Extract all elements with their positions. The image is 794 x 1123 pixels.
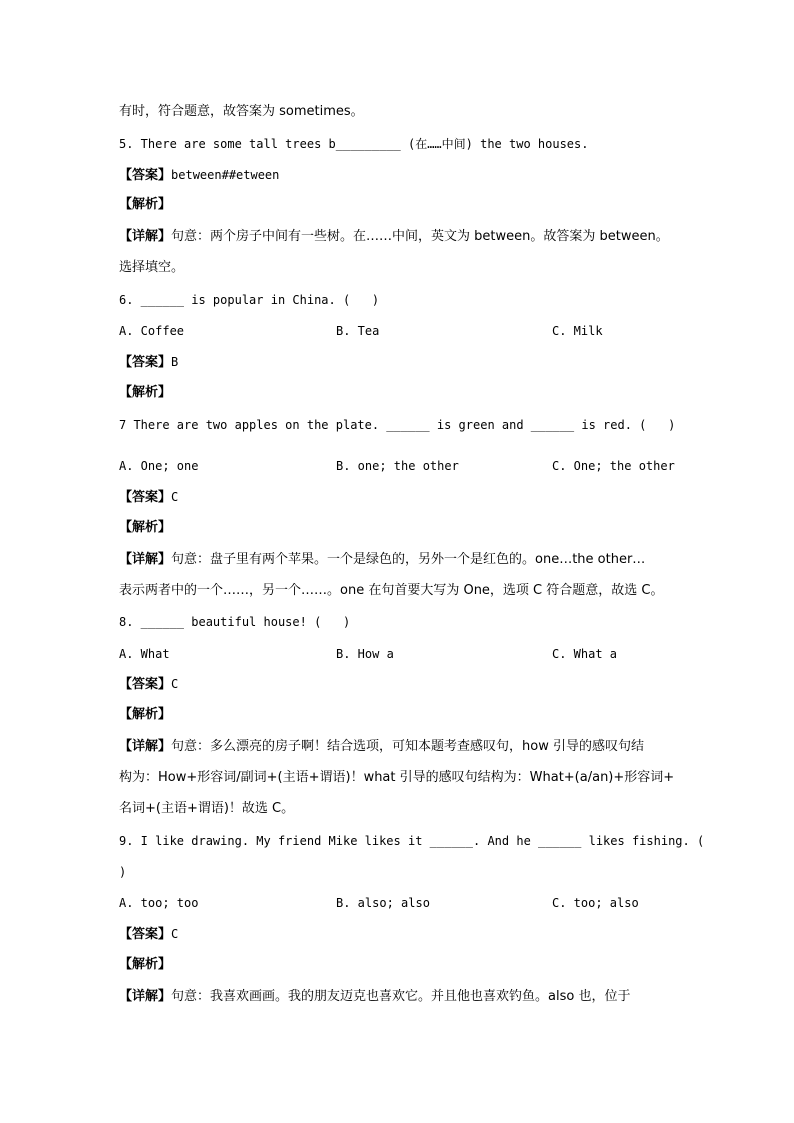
answer-tag: 【答案】 <box>119 490 172 505</box>
option-b: B. How a <box>336 647 394 661</box>
option-c: C. One; the other <box>552 459 675 473</box>
answer-value: C <box>171 927 179 941</box>
answer-value: B <box>171 355 179 369</box>
detail-tag: 【详解】 <box>119 739 172 754</box>
option-a: A. One; one <box>119 459 199 473</box>
analysis-heading: 【解析】 <box>119 957 172 972</box>
detail-5-line-2: 选择填空。 <box>119 260 185 275</box>
answer-value: between##etween <box>171 168 280 182</box>
option-a: A. Coffee <box>119 324 185 338</box>
analysis-heading: 【解析】 <box>119 707 172 722</box>
question-7: 7 There are two apples on the plate. ______ is green and ______ is red. ( ) <box>119 418 676 432</box>
detail-tag: 【详解】 <box>119 552 172 567</box>
question-9-continued: ) <box>119 865 127 879</box>
detail-text: 句意：我喜欢画画。我的朋友迈克也喜欢它。并且他也喜欢钓鱼。also 也，位于 <box>171 989 631 1004</box>
option-c: C. What a <box>552 647 618 661</box>
answer-6 <box>119 354 178 371</box>
option-b: B. one; the other <box>336 459 459 473</box>
answer-value: C <box>171 490 179 504</box>
answer-value: C <box>171 677 179 691</box>
option-a: A. too; too <box>119 896 199 910</box>
detail-8-line-1 <box>119 739 644 755</box>
option-b: B. also; also <box>336 896 430 910</box>
question-6: 6. ______ is popular in China. ( ) <box>119 293 380 307</box>
analysis-heading: 【解析】 <box>119 520 172 535</box>
answer-7 <box>119 489 178 506</box>
detail-5-line-1 <box>119 229 669 245</box>
option-c: C. Milk <box>552 324 603 338</box>
question-9: 9. I like drawing. My friend Mike likes it ______. And he ______ likes fishing. ( <box>119 834 705 848</box>
detail-8-line-3: 名词+(主语+谓语)！故选 C。 <box>119 801 295 816</box>
detail-tag: 【详解】 <box>119 989 172 1004</box>
detail-tag: 【详解】 <box>119 229 172 244</box>
detail-8-line-2: 构为：How+形容词/副词+(主语+谓语)！what 引导的感叹句结构为：What+(a/an)+形容词+ <box>119 770 675 785</box>
answer-tag: 【答案】 <box>119 355 172 370</box>
text-line: 有时，符合题意，故答案为 sometimes。 <box>119 104 364 119</box>
detail-text: 句意：盘子里有两个苹果。一个是绿色的，另外一个是红色的。one…the other… <box>171 552 646 567</box>
answer-tag: 【答案】 <box>119 168 172 183</box>
question-8: 8. ______ beautiful house! ( ) <box>119 615 351 629</box>
option-b: B. Tea <box>336 324 380 338</box>
answer-tag: 【答案】 <box>119 927 172 942</box>
detail-9-line-1 <box>119 989 630 1005</box>
answer-tag: 【答案】 <box>119 677 172 692</box>
detail-7-line-1 <box>119 552 645 568</box>
option-c: C. too; also <box>552 896 639 910</box>
detail-7-line-2: 表示两者中的一个……，另一个……。one 在句首要大写为 One，选项 C 符合题意，故选 C。 <box>119 583 664 598</box>
answer-5 <box>119 167 279 184</box>
answer-8 <box>119 676 178 693</box>
analysis-heading: 【解析】 <box>119 385 172 400</box>
question-5: 5. There are some tall trees b_________ (在……中间) the two houses. <box>119 137 589 151</box>
analysis-heading: 【解析】 <box>119 197 172 212</box>
answer-9 <box>119 926 178 943</box>
detail-text: 句意：两个房子中间有一些树。在……中间，英文为 between。故答案为 between。 <box>171 229 669 244</box>
option-a: A. What <box>119 647 170 661</box>
detail-text: 句意：多么漂亮的房子啊！结合选项，可知本题考查感叹句，how 引导的感叹句结 <box>171 739 644 754</box>
